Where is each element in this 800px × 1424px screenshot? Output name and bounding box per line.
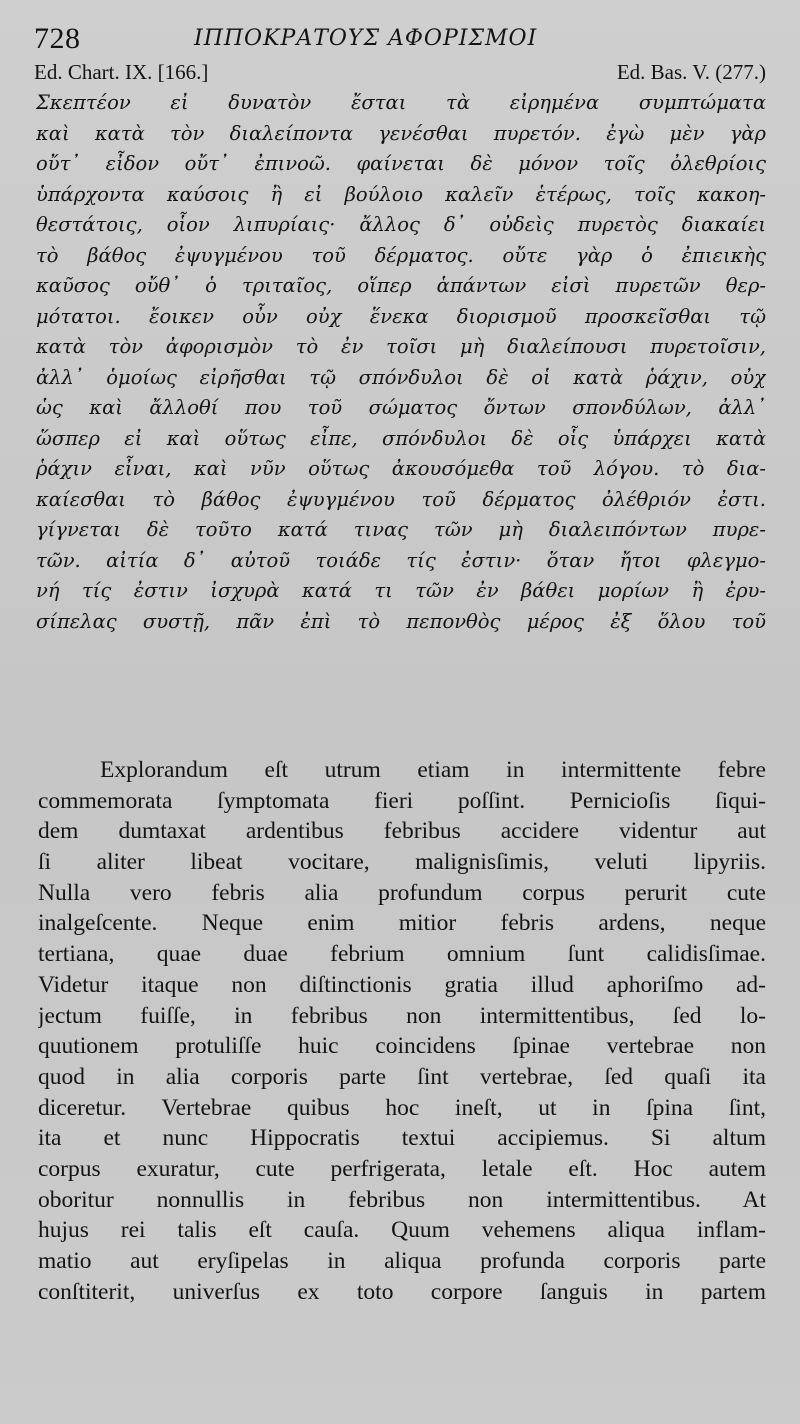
- greek-line: Σκεπτέον εἰ δυνατὸν ἔσται τὰ εἰρημένα συμπτώματα: [36, 91, 766, 114]
- running-title: ΙΠΠΟΚΡΑΤΟΥΣ ΑΦΟΡΙΣΜΟΙ: [194, 26, 538, 51]
- latin-line: Explorandum eſt utrum etiam in intermittente febre: [100, 757, 766, 783]
- greek-line: γίγνεται δὲ τοῦτο κατά τινας τῶν μὴ διαλειπόντων πυρε-: [36, 518, 766, 541]
- latin-line: hujus rei talis eſt cauſa. Quum vehemens aliqua inflam-: [38, 1217, 766, 1244]
- latin-line: corpus exuratur, cute perfrigerata, letale eſt. Hoc autem: [38, 1155, 766, 1182]
- greek-line: ὥσπερ εἰ καὶ οὕτως εἶπε, σπόνδυλοι δὲ οἷς ὑπάρχει κατὰ: [36, 426, 766, 450]
- greek-line: μότατοι. ἔοικεν οὖν οὐχ ἕνεκα διορισμοῦ προσκεῖσθαι τῷ: [36, 304, 766, 328]
- latin-line: conſtiterit, univerſus ex toto corpore ſanguis in partem: [38, 1278, 766, 1305]
- page-header: [34, 18, 774, 58]
- greek-line: νή τίς ἐστιν ἰσχυρὰ κατά τι τῶν ἐν βάθει μορίων ἢ ἐρυ-: [36, 579, 766, 602]
- latin-line: Videtur itaque non diſtinctionis gratia illud aphoriſmo ad-: [38, 971, 766, 998]
- latin-line: inalgeſcente. Neque enim mitior febris ardens, neque: [38, 910, 766, 937]
- greek-line: καίεσθαι τὸ βάθος ἐψυγμένου τοῦ δέρματος ὀλέθριόν ἐστι.: [36, 487, 766, 511]
- latin-line: commemorata ſymptomata fieri poſſint. Pernicioſis ſiqui-: [38, 787, 766, 814]
- greek-line: οὔτ᾽ εἶδον οὔτ᾽ ἐπινοῶ. φαίνεται δὲ μόνον τοῖς ὀλεθρίοις: [36, 152, 766, 175]
- latin-line: tertiana, quae duae febrium omnium ſunt calidisſimae.: [38, 941, 766, 968]
- latin-line: quod in alia corporis parte ſint vertebrae, ſed quaſi ita: [38, 1063, 766, 1090]
- greek-line: θεστάτοις, οἷον λιπυρίαις· ἄλλος δ᾽ οὐδεὶς πυρετὸς διακαίει: [36, 213, 766, 236]
- greek-line: ῥάχιν εἶναι, καὶ νῦν οὕτως ἀκουσόμεθα τοῦ λόγου. τὸ δια-: [36, 457, 766, 480]
- latin-line: ſi aliter libeat vocitare, malignisſimis, veluti lipyriis.: [38, 849, 766, 876]
- latin-line: dem dumtaxat ardentibus febribus accidere videntur aut: [38, 818, 766, 845]
- latin-line: oboritur nonnullis in febribus non intermittentibus. At: [38, 1186, 766, 1213]
- greek-line: ὡς καὶ ἄλλοθί που τοῦ σώματος ὄντων σπονδύλων, ἀλλ᾽: [36, 396, 766, 419]
- latin-line: ita et nunc Hippocratis textui accipiemus. Si altum: [38, 1125, 766, 1152]
- latin-translation-block: [38, 755, 766, 1307]
- greek-text-block: [36, 88, 766, 637]
- greek-line: ἀλλ᾽ ὁμοίως εἰρῆσθαι τῷ σπόνδυλοι δὲ οἱ κατὰ ῥάχιν, οὐχ: [36, 365, 766, 389]
- edition-chartier-reference: Ed. Chart. IX. [166.]: [34, 60, 209, 84]
- page-number: 728: [34, 22, 81, 55]
- greek-line: κατὰ τὸν ἀφορισμὸν τὸ ἐν τοῖσι μὴ διαλείπουσι πυρετοῖσιν,: [36, 335, 766, 358]
- greek-line: καὶ κατὰ τὸν διαλείποντα γενέσθαι πυρετόν. ἐγὼ μὲν γὰρ: [36, 121, 766, 145]
- greek-line: καῦσος οὔθ᾽ ὁ τριταῖος, οἵπερ ἁπάντων εἰσὶ πυρετῶν θερ-: [36, 274, 766, 297]
- latin-line: diceretur. Vertebrae quibus hoc ineſt, ut in ſpina ſint,: [38, 1094, 766, 1121]
- latin-line: matio aut eryſipelas in aliqua profunda corporis parte: [38, 1248, 766, 1274]
- latin-line: jectum fuiſſe, in febribus non intermittentibus, ſed lo-: [38, 1002, 766, 1029]
- greek-line: ὑπάρχοντα καύσοις ἢ εἰ βούλοιο καλεῖν ἑτέρως, τοῖς κακοη-: [36, 182, 766, 206]
- greek-line: τὸ βάθος ἐψυγμένου τοῦ δέρματος. οὔτε γὰρ ὁ ἐπιεικὴς: [36, 243, 766, 267]
- latin-line: quutionem protuliſſe huic coincidens ſpinae vertebrae non: [38, 1033, 766, 1060]
- latin-line: Nulla vero febris alia profundum corpus perurit cute: [38, 879, 766, 906]
- edition-reference-line: [34, 60, 766, 90]
- edition-basel-reference: Ed. Bas. V. (277.): [616, 60, 766, 84]
- greek-line: τῶν. αἰτία δ᾽ αὐτοῦ τοιάδε τίς ἐστιν· ὅταν ἤτοι φλεγμο-: [36, 548, 766, 572]
- greek-line: σίπελας συστῇ, πᾶν ἐπὶ τὸ πεπονθὸς μέρος ἐξ ὅλου τοῦ: [36, 609, 766, 633]
